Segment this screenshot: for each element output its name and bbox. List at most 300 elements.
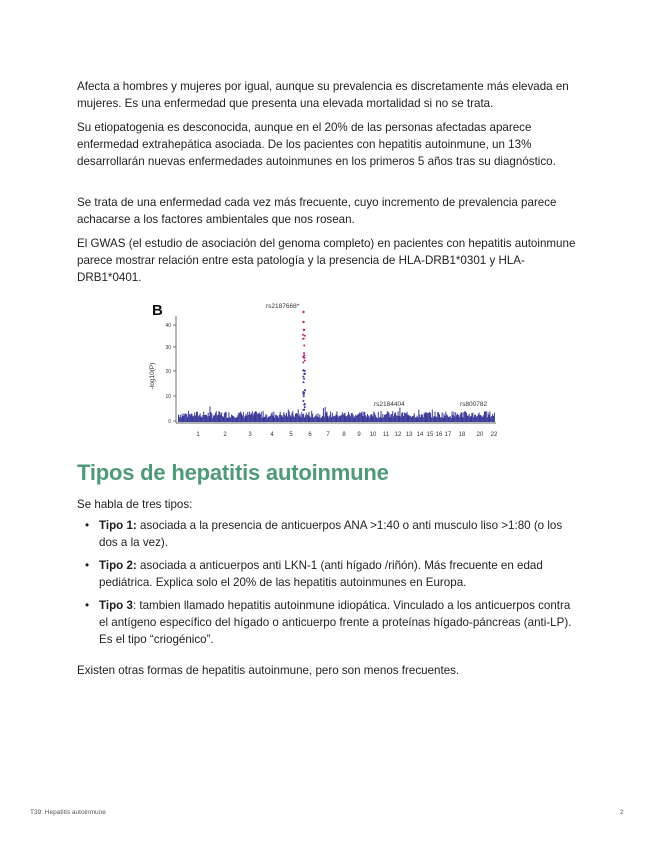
snp-point	[223, 417, 224, 422]
type-description: asociada a la presencia de anticuerpos ANA >1:40 o anti musculo liso >1:80 (o los dos a la vez).	[99, 519, 563, 549]
snp-point	[295, 414, 296, 422]
snp-point	[451, 418, 452, 422]
snp-point	[300, 417, 301, 422]
snp-point	[318, 417, 319, 422]
snp-peak-point	[303, 338, 305, 340]
snp-point	[302, 414, 303, 422]
snp-point	[313, 418, 314, 422]
snp-point	[485, 412, 486, 423]
snp-point	[339, 416, 340, 422]
snp-point	[388, 412, 389, 422]
snp-point	[354, 418, 355, 423]
snp-point	[240, 412, 241, 423]
snp-point	[363, 416, 364, 422]
snp-point	[192, 416, 193, 422]
snp-point	[322, 416, 323, 422]
snp-point	[326, 413, 327, 422]
snp-peak-point	[303, 400, 305, 402]
snp-point	[366, 417, 367, 422]
snp-point	[444, 416, 445, 422]
snp-point	[383, 417, 384, 422]
snp-point	[399, 416, 400, 422]
snp-point	[312, 414, 313, 422]
snp-point	[219, 412, 220, 422]
snp-point	[305, 415, 306, 422]
snp-point	[489, 415, 490, 422]
snp-point	[195, 416, 196, 423]
snp-point	[228, 412, 229, 422]
snp-top-point	[302, 321, 304, 323]
annotation-rs800782: rs800782	[460, 401, 488, 408]
snp-point	[333, 416, 334, 422]
snp-point	[183, 413, 184, 422]
snp-point	[411, 417, 412, 422]
snp-point	[367, 414, 368, 422]
snp-point	[294, 417, 295, 422]
snp-point	[369, 417, 370, 422]
bullet-icon: •	[85, 599, 90, 612]
snp-point	[235, 418, 236, 422]
snp-point	[364, 412, 365, 422]
snp-point	[292, 411, 293, 422]
snp-point	[252, 411, 253, 422]
snp-point	[334, 416, 335, 422]
snp-peak-point	[302, 391, 304, 393]
snp-point	[230, 418, 231, 422]
x-tick-label: 17	[444, 432, 452, 438]
snp-point	[199, 415, 200, 422]
snp-top-point	[302, 311, 304, 313]
paragraph-gwas: El GWAS (el estudio de asociación del genoma completo) en pacientes con hepatitis autoinmune parece mostrar relación entre esta patología y la presencia de HLA-DRB1*0301 y HLA-DRB1*0401.	[77, 237, 576, 284]
snp-point	[435, 417, 436, 423]
snp-point	[425, 413, 426, 423]
snp-point	[193, 416, 194, 422]
snp-point	[280, 412, 281, 422]
snp-point	[393, 416, 394, 422]
snp-point	[319, 415, 320, 422]
snp-point	[466, 413, 467, 422]
snp-point	[491, 416, 492, 422]
snp-point	[265, 414, 266, 422]
snp-point	[269, 416, 270, 422]
snp-point	[282, 417, 283, 422]
snp-point	[408, 415, 409, 422]
snp-point	[247, 412, 248, 422]
snp-peak-point	[303, 395, 305, 397]
snp-point	[331, 417, 332, 422]
snp-point	[196, 412, 197, 423]
snp-peak-point	[302, 376, 304, 378]
snp-peak-point	[303, 352, 305, 354]
snp-point	[192, 414, 193, 422]
snp-point	[264, 417, 265, 422]
manhattan-plot-figure	[146, 300, 506, 442]
x-ticks	[196, 432, 498, 438]
snp-point	[217, 416, 218, 423]
snp-point	[299, 416, 300, 422]
snp-point	[493, 416, 494, 422]
type-description: : tambien llamado hepatitis autoinmune idiopática. Vinculado a los anticuerpos contra el antígeno específico del hígado o anticuerpo frente a proteínas hígado-páncreas (anti-LP). Es el tipo “criogénico”.	[99, 599, 572, 646]
snp-point	[462, 412, 463, 422]
snp-point	[342, 412, 343, 422]
snp-point	[450, 416, 451, 422]
list-item-type-2	[77, 557, 582, 591]
snp-point	[424, 413, 425, 422]
snp-point	[453, 412, 454, 422]
x-tick-label: 6	[308, 432, 312, 438]
snp-point	[214, 415, 215, 422]
snp-point	[365, 415, 366, 422]
snp-point	[447, 416, 448, 423]
types-list	[77, 517, 582, 654]
snp-point	[231, 415, 232, 422]
snp-point	[208, 413, 209, 422]
snp-point	[370, 415, 371, 422]
snp-point	[434, 416, 435, 422]
snp-point	[180, 415, 181, 422]
snp-point	[430, 413, 431, 422]
snp-point	[468, 416, 469, 422]
snp-point	[380, 417, 381, 422]
snp-point	[444, 414, 445, 422]
snp-point	[266, 415, 267, 422]
snp-point	[301, 412, 302, 422]
snp-point	[351, 413, 352, 422]
snp-point	[345, 416, 346, 422]
snp-point	[243, 412, 244, 422]
snp-point	[309, 412, 310, 422]
snp-point	[260, 415, 261, 423]
snp-point	[381, 418, 382, 422]
snp-point	[258, 413, 259, 422]
snp-peak-point	[303, 373, 305, 375]
y-tick-label: 0	[168, 419, 171, 425]
snp-point	[264, 417, 265, 422]
snp-point	[188, 411, 189, 422]
snp-point	[442, 412, 443, 422]
snp-point	[353, 415, 354, 422]
snp-point	[268, 417, 269, 422]
snp-point	[207, 416, 208, 422]
snp-point	[471, 413, 472, 422]
snp-point	[284, 414, 285, 422]
snp-point	[439, 414, 440, 422]
x-tick-label: 1	[196, 432, 200, 438]
snp-point	[436, 417, 437, 422]
snp-point	[314, 417, 315, 422]
snp-point	[277, 416, 278, 422]
snp-point	[346, 416, 347, 422]
x-tick-label: 11	[382, 432, 390, 438]
snp-point	[288, 410, 289, 423]
snp-point	[229, 417, 230, 422]
snp-point	[417, 416, 418, 422]
x-tick-label: 5	[289, 432, 293, 438]
y-axis-label: -log10(P)	[149, 362, 156, 390]
snp-point	[459, 417, 460, 422]
snp-point	[478, 414, 479, 422]
snp-point	[361, 413, 362, 422]
snp-point	[401, 413, 402, 422]
snp-point	[418, 410, 419, 422]
snp-point	[474, 415, 475, 423]
snp-point	[181, 418, 182, 423]
snp-point	[470, 417, 471, 422]
snp-point	[371, 414, 372, 422]
snp-point	[462, 417, 463, 422]
snp-point	[486, 411, 487, 422]
panel-label: B	[152, 302, 163, 319]
snp-point	[422, 415, 423, 422]
snp-point	[445, 412, 446, 422]
snp-point	[416, 417, 417, 422]
snp-point	[289, 411, 290, 422]
type-term: Tipo 3	[99, 599, 133, 612]
snp-point	[234, 417, 235, 422]
snp-point	[480, 415, 481, 422]
snp-point	[471, 416, 472, 422]
x-tick-label: 18	[458, 432, 466, 438]
snp-point	[464, 411, 465, 422]
snp-point	[476, 417, 477, 422]
snp-point	[185, 413, 186, 422]
snp-peak-point	[302, 334, 304, 336]
snp-peak-point	[302, 361, 304, 363]
snp-point	[325, 407, 326, 422]
snp-point	[456, 415, 457, 422]
snp-point	[405, 413, 406, 422]
snp-point	[275, 415, 276, 422]
paragraph-prevalence: Afecta a hombres y mujeres por igual, aunque su prevalencia es discretamente más elevada en mujeres. Es una enfermedad que presenta una elevada mortalidad si no se trata.	[77, 80, 569, 110]
snp-point	[237, 417, 238, 422]
snp-point	[490, 417, 491, 422]
snp-point	[246, 414, 247, 422]
snp-point	[248, 415, 249, 422]
snp-point	[311, 411, 312, 422]
snp-point	[352, 413, 353, 422]
snp-point	[245, 416, 246, 422]
snp-point	[472, 413, 473, 422]
snp-point	[271, 414, 272, 422]
snp-point	[410, 416, 411, 422]
snp-point	[358, 414, 359, 422]
snp-point	[441, 417, 442, 422]
snp-point	[242, 416, 243, 423]
snp-point	[206, 415, 207, 422]
snp-point	[216, 411, 217, 422]
snp-point	[480, 415, 481, 422]
snp-point	[492, 414, 493, 422]
snp-point	[276, 415, 277, 422]
snp-point	[467, 416, 468, 422]
snp-point	[475, 415, 476, 422]
snp-point	[460, 414, 461, 422]
snp-point	[297, 414, 298, 422]
snp-point	[318, 413, 319, 422]
snp-point	[293, 416, 294, 423]
snp-point	[443, 418, 444, 422]
snp-point	[285, 416, 286, 422]
y-tick-label: 40	[165, 323, 171, 329]
snp-point	[457, 414, 458, 422]
snp-top-point	[303, 329, 305, 331]
snp-point	[256, 412, 257, 422]
snp-point	[255, 411, 256, 422]
footer-title: T39: Hepatitis autoinmune	[30, 809, 106, 816]
annotation-rs2184404: rs2184404	[374, 401, 405, 408]
manhattan-plot	[146, 300, 506, 442]
snp-point	[453, 415, 454, 422]
snp-point	[304, 417, 305, 422]
snp-point	[190, 415, 191, 422]
snp-point	[403, 416, 404, 422]
snp-point	[202, 415, 203, 422]
snp-point	[320, 418, 321, 422]
snp-point	[372, 414, 373, 422]
closing-paragraph: Existen otras formas de hepatitis autoinmune, pero son menos frecuentes.	[77, 664, 460, 677]
snp-point	[179, 417, 180, 422]
snp-point	[270, 416, 271, 422]
snp-point	[389, 413, 390, 422]
snp-point	[417, 418, 418, 423]
snp-point	[409, 416, 410, 423]
snp-point	[465, 412, 466, 423]
snp-point	[404, 413, 405, 422]
snp-point	[355, 415, 356, 422]
snp-point	[437, 412, 438, 422]
snp-point	[254, 413, 255, 422]
list-item-type-3	[77, 597, 582, 648]
y-ticks	[165, 323, 176, 425]
snp-point	[218, 415, 219, 422]
snp-point	[373, 411, 374, 422]
snp-point	[262, 418, 263, 422]
snp-point	[341, 415, 342, 422]
snp-point	[347, 415, 348, 422]
snp-point	[178, 415, 179, 422]
snp-point	[382, 414, 383, 422]
x-tick-label: 15	[426, 432, 434, 438]
paragraph-etiopathogenesis: Su etiopatogenia es desconocida, aunque en el 20% de las personas afectadas aparece enfermedad extrahepática asociada. De los pacientes con hepatitis autoinmune, un 13% desarrollarán nuevas enfermedades autoinmunes en los primeros 5 años tras su diagnóstico.	[77, 121, 556, 168]
snp-point	[246, 415, 247, 422]
snp-point	[394, 413, 395, 422]
snp-peak-point	[302, 370, 304, 372]
snp-point	[278, 418, 279, 422]
snp-point	[233, 416, 234, 422]
snp-point	[483, 415, 484, 422]
snp-point	[291, 413, 292, 422]
snp-point	[323, 408, 324, 422]
snp-point	[329, 415, 330, 422]
snp-point	[398, 411, 399, 422]
x-tick-label: 10	[369, 432, 377, 438]
snp-point	[236, 417, 237, 422]
snp-point	[261, 412, 262, 422]
x-tick-label: 12	[394, 432, 402, 438]
snp-point	[484, 411, 485, 422]
snp-point	[232, 416, 233, 423]
snp-point	[489, 411, 490, 422]
snp-point	[321, 417, 322, 422]
y-tick-label: 30	[165, 345, 171, 351]
snp-point	[344, 413, 345, 422]
x-tick-label: 13	[405, 432, 413, 438]
snp-point	[432, 410, 433, 422]
snp-point	[335, 416, 336, 422]
snp-point	[328, 418, 329, 422]
snp-point	[228, 418, 229, 422]
snp-point	[316, 414, 317, 422]
snp-point	[244, 418, 245, 423]
snp-point	[387, 411, 388, 422]
y-tick-label: 20	[165, 369, 171, 375]
snp-point	[222, 416, 223, 422]
snp-point	[413, 416, 414, 422]
snp-point	[420, 417, 421, 422]
snp-point	[391, 414, 392, 422]
snp-peak-point	[303, 345, 305, 347]
snp-point	[205, 415, 206, 422]
snp-point	[203, 412, 204, 423]
snp-point	[307, 415, 308, 422]
x-tick-label: 2	[223, 432, 227, 438]
snp-point	[479, 413, 480, 423]
snp-point	[345, 413, 346, 422]
x-tick-label: 9	[357, 432, 361, 438]
bullet-icon: •	[85, 559, 90, 572]
snp-peak-point	[304, 335, 306, 337]
snp-point	[407, 412, 408, 422]
snp-point	[386, 414, 387, 422]
snp-point	[458, 415, 459, 422]
snp-point	[324, 417, 325, 422]
type-term: Tipo 1:	[99, 519, 137, 532]
snp-point	[213, 416, 214, 423]
snp-point	[431, 417, 432, 422]
snp-point	[272, 412, 273, 422]
snp-point	[300, 414, 301, 422]
snp-point	[282, 415, 283, 422]
snp-point	[220, 415, 221, 422]
snp-point	[257, 414, 258, 422]
snp-point	[381, 411, 382, 422]
snp-point	[374, 413, 375, 422]
snp-point	[438, 412, 439, 422]
snp-point	[390, 417, 391, 422]
snp-point	[481, 416, 482, 422]
snp-point	[283, 412, 284, 422]
snp-point	[210, 406, 211, 422]
snp-point	[340, 416, 341, 422]
snp-point	[415, 418, 416, 423]
snp-point	[449, 417, 450, 422]
snp-point	[469, 414, 470, 422]
x-tick-label: 7	[326, 432, 330, 438]
snp-point	[184, 415, 185, 423]
snp-peak-point	[303, 378, 305, 380]
snp-point	[225, 412, 226, 422]
snp-point	[348, 412, 349, 422]
snp-point	[384, 415, 385, 422]
snp-point	[359, 413, 360, 423]
snp-point	[317, 417, 318, 423]
snp-point	[419, 415, 420, 423]
x-tick-label: 22	[490, 432, 498, 438]
snp-point	[406, 414, 407, 422]
paragraph-frequency: Se trata de una enfermedad cada vez más frecuente, cuyo incremento de prevalencia parece achacarse a los factores ambientales que nos rosean.	[77, 196, 557, 226]
type-description: asociada a anticuerpos anti LKN-1 (anti hígado /riñón). Más frecuente en edad pediátrica. Explica solo el 20% de las hepatitis autoinmunes en Europa.	[99, 559, 543, 589]
x-tick-label: 4	[270, 432, 274, 438]
